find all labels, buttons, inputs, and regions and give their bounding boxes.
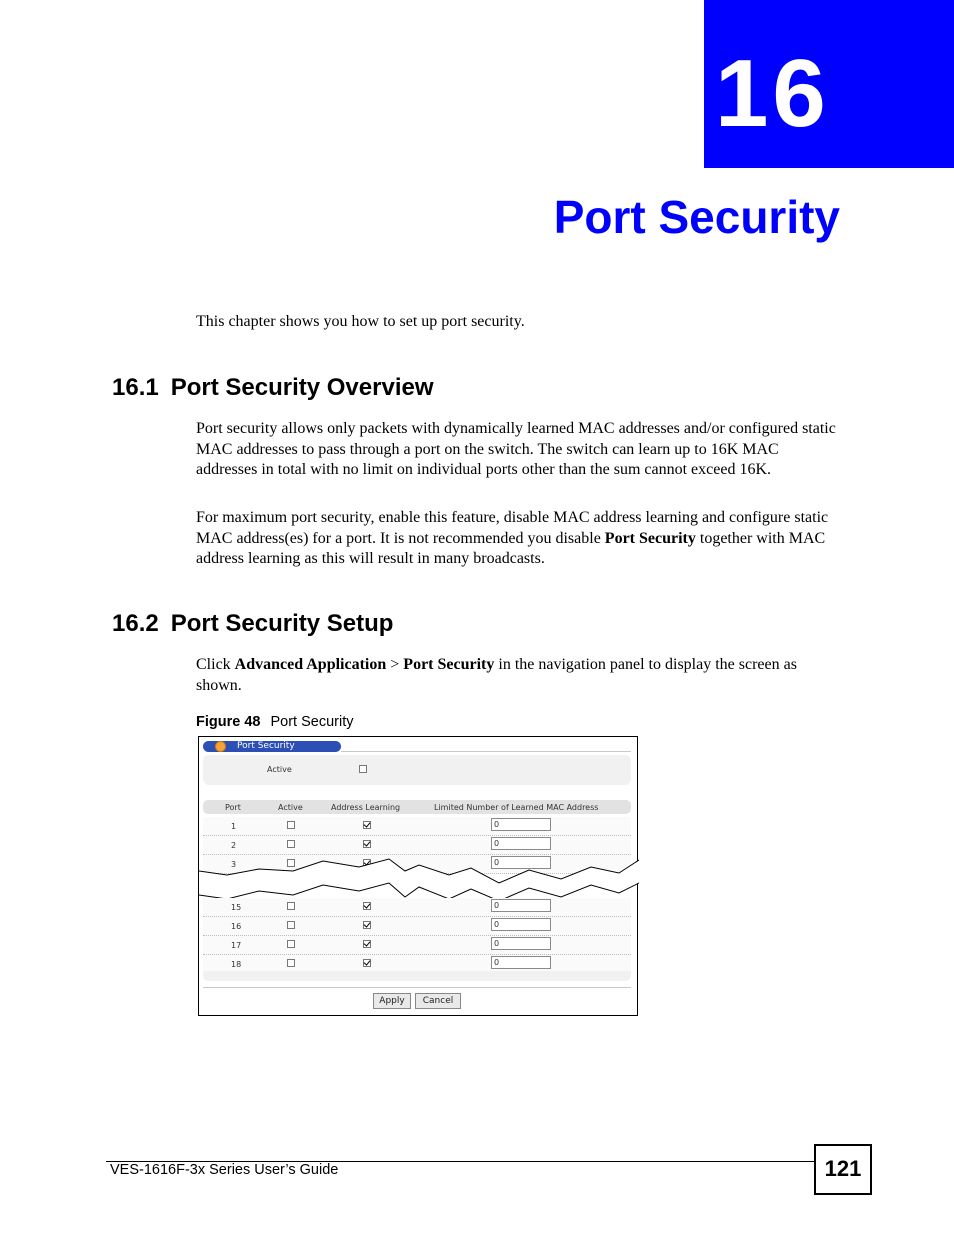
cancel-button[interactable]: Cancel [415, 993, 461, 1009]
port-number: 3 [231, 860, 237, 869]
col-address-learning: Address Learning [331, 803, 401, 812]
port-number: 17 [231, 941, 242, 950]
tab-title: Port Security [237, 741, 295, 751]
section-title: Port Security Setup [170, 610, 394, 637]
footer-guide-title: VES-1616F-3x Series User’s Guide [110, 1162, 339, 1178]
text-run: Click [196, 656, 235, 673]
port-number: 2 [231, 841, 237, 850]
port-active-checkbox[interactable] [287, 921, 295, 929]
apply-button[interactable]: Apply [373, 993, 411, 1009]
section-heading-overview [112, 374, 434, 402]
screen-tab [203, 741, 631, 753]
section-number: 16.1 [112, 374, 159, 401]
table-row [203, 936, 631, 955]
port-security-screenshot [198, 736, 638, 1016]
limit-input[interactable]: 0 [491, 956, 551, 969]
intro-paragraph: This chapter shows you how to set up port security. [196, 313, 525, 330]
limit-input[interactable]: 0 [491, 918, 551, 931]
button-separator [203, 987, 631, 988]
col-port: Port [225, 803, 241, 812]
address-learning-checkbox[interactable] [363, 902, 371, 910]
limit-input[interactable]: 0 [491, 837, 551, 850]
address-learning-checkbox[interactable] [363, 921, 371, 929]
limit-input[interactable]: 0 [491, 937, 551, 950]
table-row [203, 917, 631, 936]
bold-term: Advanced Application [234, 656, 387, 673]
port-number: 16 [231, 922, 242, 931]
global-active-checkbox[interactable] [359, 765, 367, 773]
port-active-checkbox[interactable] [287, 940, 295, 948]
section-title: Port Security Overview [170, 374, 434, 401]
port-active-checkbox[interactable] [287, 902, 295, 910]
setup-paragraph [196, 655, 844, 696]
figure-caption [196, 714, 353, 730]
limit-input[interactable]: 0 [491, 899, 551, 912]
address-learning-checkbox[interactable] [363, 821, 371, 829]
section-number: 16.2 [112, 610, 159, 637]
col-active: Active [278, 803, 303, 812]
global-active-panel [203, 755, 631, 785]
tab-bullet-icon [215, 741, 226, 752]
section-heading-setup [112, 610, 393, 638]
text-run: together with MAC address learning as this will result in many broadcasts. [196, 529, 826, 567]
figure-caption-text: Port Security [270, 714, 354, 730]
address-learning-checkbox[interactable] [363, 840, 371, 848]
table-row [203, 898, 631, 917]
port-number: 18 [231, 960, 242, 969]
port-active-checkbox[interactable] [287, 821, 295, 829]
limit-input[interactable]: 0 [491, 818, 551, 831]
port-number: 15 [231, 903, 242, 912]
text-run: For maximum port security, enable this feature, disable MAC address learning and configure static MAC address(es) for a port. It is not recommended you disable [196, 509, 829, 547]
port-active-checkbox[interactable] [287, 840, 295, 848]
text-run: in the navigation panel to display the screen as shown. [196, 656, 797, 694]
table-row [203, 817, 631, 836]
address-learning-checkbox[interactable] [363, 959, 371, 967]
port-number: 1 [231, 822, 237, 831]
tab-underline [341, 751, 631, 752]
address-learning-checkbox[interactable] [363, 940, 371, 948]
page-number: 121 [814, 1144, 872, 1195]
overview-paragraph-1: Port security allows only packets with dynamically learned MAC addresses and/or configured static MAC addresses to pass through a port on the switch. The switch can learn up to 16K MAC addresses in total with no limit on individual ports other than the sum cannot exceed 16K. [196, 420, 836, 478]
chapter-number: 16 [715, 40, 830, 147]
table-row [203, 836, 631, 855]
global-active-label: Active [267, 765, 292, 774]
chapter-title: Port Security [553, 191, 840, 243]
limit-input[interactable]: 0 [491, 856, 551, 869]
overview-paragraph-2 [196, 508, 844, 570]
table-footer-band [203, 971, 631, 981]
port-active-checkbox[interactable] [287, 959, 295, 967]
table-header [203, 800, 631, 814]
bold-term: Port Security [604, 529, 696, 547]
text-run: > [386, 656, 404, 673]
bold-term: Port Security [403, 656, 495, 673]
figure-label: Figure 48 [196, 714, 261, 730]
col-limited-number: Limited Number of Learned MAC Address [434, 803, 599, 812]
